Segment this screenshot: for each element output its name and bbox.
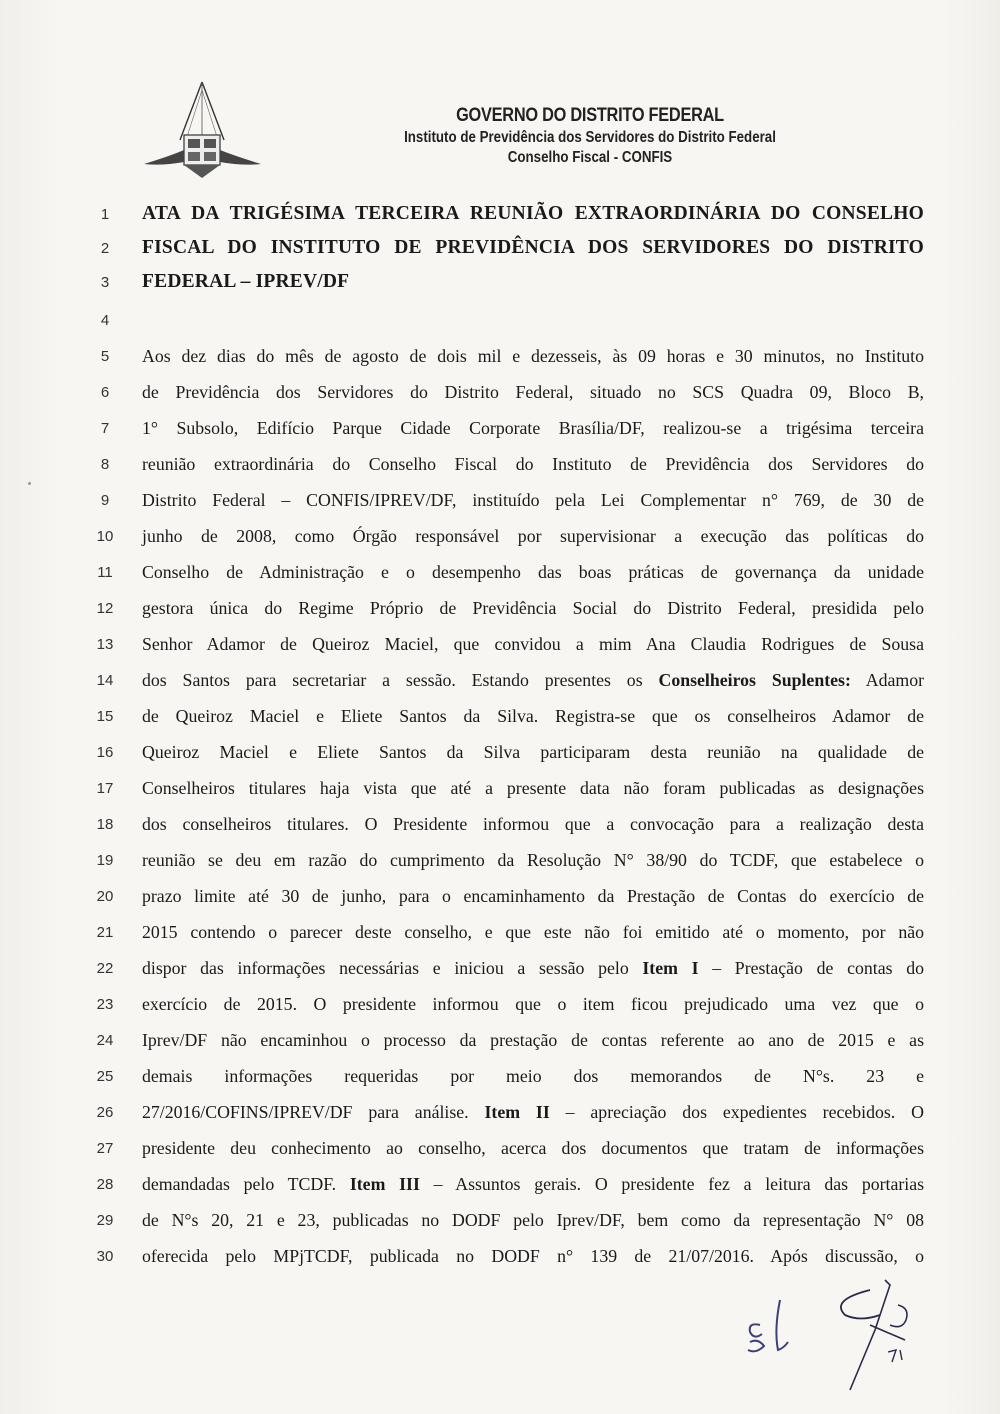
line-text: reunião se deu em razão do cumprimento da Resolução N° 38/90 do TCDF, que estabelece o [142,850,924,870]
line-number: 23 [96,996,114,1013]
government-heading: GOVERNO DO DISTRITO FEDERAL [456,105,724,126]
line-text: FISCAL DO INSTITUTO DE PREVIDÊNCIA DOS SERVIDORES DO DISTRITO [142,237,924,258]
minutes-line [80,1026,950,1056]
minutes-line [80,846,950,876]
minutes-line [80,378,950,408]
minutes-line [80,268,950,298]
minutes-line [80,918,950,948]
line-number: 10 [96,528,114,545]
line-text [142,1170,924,1198]
line-text [142,954,924,982]
line-number: 16 [96,744,114,761]
line-text: oferecida pelo MPjTCDF, publicada no DODF n° 139 de 21/07/2016. Após discussão, o [142,1246,924,1266]
minutes-line [80,1170,950,1200]
line-number: 3 [100,274,110,291]
line-number: 21 [96,924,114,941]
line-number: 6 [100,384,110,401]
line-number: 13 [96,636,114,653]
minutes-line [80,882,950,912]
line-text: ATA DA TRIGÉSIMA TERCEIRA REUNIÃO EXTRAORDINÁRIA DO CONSELHO [142,203,924,224]
minutes-line [80,1206,950,1236]
line-number: 29 [96,1212,114,1229]
minutes-line [80,594,950,624]
line-text: junho de 2008, como Órgão responsável por supervisionar a execução das políticas do [142,526,924,546]
line-text-bold: Conselheiros Suplentes: [658,670,851,690]
line-text-bold: Item II [484,1102,550,1122]
line-text: Distrito Federal – CONFIS/IPREV/DF, instituído pela Lei Complementar n° 769, de 30 de [142,490,924,510]
line-text: Aos dez dias do mês de agosto de dois mil e dezesseis, às 09 horas e 30 minutos, no Instituto [142,346,924,366]
line-number: 8 [100,456,110,473]
council-heading: Conselho Fiscal - CONFIS [507,149,673,166]
line-text: gestora única do Regime Próprio de Previdência Social do Distrito Federal, presidida pelo [142,598,924,618]
minutes-line [80,200,950,230]
line-text: de Previdência dos Servidores do Distrito Federal, situado no SCS Quadra 09, Bloco B, [142,382,924,402]
line-number: 2 [100,240,110,257]
minutes-line [80,738,950,768]
line-number: 24 [96,1032,114,1049]
line-text: de Queiroz Maciel e Eliete Santos da Silva. Registra-se que os conselheiros Adamor de [142,706,924,726]
line-number: 9 [100,492,110,509]
line-number: 19 [96,852,114,869]
line-number: 18 [96,816,114,833]
line-text: Iprev/DF não encaminhou o processo da prestação de contas referente ao ano de 2015 e as [142,1030,924,1050]
line-number: 27 [96,1140,114,1157]
institute-heading: Instituto de Previdência dos Servidores do Distrito Federal [404,129,776,146]
minutes-line [80,810,950,840]
line-number: 15 [96,708,114,725]
line-number: 30 [96,1248,114,1265]
line-text [142,666,924,694]
line-text: Conselheiros titulares haja vista que até a presente data não foram publicadas as designações [142,778,924,798]
minutes-line [80,630,950,660]
line-number: 22 [96,960,114,977]
minutes-line [80,774,950,804]
line-number: 26 [96,1104,114,1121]
paper-speck [28,482,31,485]
line-text: FEDERAL – IPREV/DF [142,271,350,292]
minutes-line [80,522,950,552]
minutes-line [80,1098,950,1128]
minutes-line [80,306,950,336]
minutes-line [80,234,950,264]
minutes-line [80,558,950,588]
minutes-line [80,486,950,516]
minutes-line [80,990,950,1020]
minutes-line [80,342,950,372]
minutes-line [80,666,950,696]
minutes-line [80,702,950,732]
line-number: 7 [100,420,110,437]
line-number: 11 [97,564,113,581]
line-number: 1 [100,206,110,223]
line-number: 20 [96,888,114,905]
line-text-part: – Assuntos gerais. O presidente fez a leitura das portarias [419,1174,925,1194]
line-text: de N°s 20, 21 e 23, publicadas no DODF pelo Iprev/DF, bem como da representação N° 08 [142,1210,924,1230]
line-text: demais informações requeridas por meio dos memorandos de N°s. 23 e [142,1066,924,1086]
line-text: exercício de 2015. O presidente informou que o item ficou prejudicado uma vez que o [142,994,924,1014]
line-text-part: demandadas pelo TCDF. [142,1174,350,1194]
minutes-line [80,414,950,444]
minutes-line [80,450,950,480]
line-text-part: Adamor [850,670,925,690]
line-text: prazo limite até 30 de junho, para o encaminhamento da Prestação de Contas do exercício de [142,886,924,906]
line-number: 17 [96,780,114,797]
line-number: 14 [96,672,114,689]
handwritten-signatures [720,1270,940,1400]
line-number: 5 [100,348,110,365]
minutes-line [80,1134,950,1164]
line-text-part: – Prestação de contas do [698,958,924,978]
line-text: reunião extraordinária do Conselho Fiscal do Instituto de Previdência dos Servidores do [142,454,924,474]
minutes-line [80,954,950,984]
line-text-part: 27/2016/COFINS/IPREV/DF para análise. [142,1102,485,1122]
line-text: 2015 contendo o parecer deste conselho, e que este não foi emitido até o momento, por não [142,922,924,942]
line-text-part: dos Santos para secretariar a sessão. Estando presentes os [142,670,659,690]
minutes-line [80,1062,950,1092]
line-text-part: – apreciação dos expedientes recebidos. O [549,1102,924,1122]
line-text [142,1098,924,1126]
line-text-part: dispor das informações necessárias e iniciou a sessão pelo [142,958,643,978]
line-text: 1° Subsolo, Edifício Parque Cidade Corporate Brasília/DF, realizou-se a trigésima terceira [142,418,924,438]
line-number: 25 [96,1068,114,1085]
line-text: Senhor Adamor de Queiroz Maciel, que convidou a mim Ana Claudia Rodrigues de Sousa [142,634,924,654]
line-text-bold: Item I [642,958,699,978]
minutes-line [80,1242,950,1272]
line-number: 28 [96,1176,114,1193]
line-text: Conselho de Administração e o desempenho das boas práticas de governança da unidade [142,562,924,582]
line-text: Queiroz Maciel e Eliete Santos da Silva participaram desta reunião na qualidade de [142,742,924,762]
line-text-bold: Item III [349,1174,420,1194]
line-number: 12 [96,600,114,617]
line-text: presidente deu conhecimento ao conselho, acerca dos documentos que tratam de informações [142,1138,924,1158]
line-text: dos conselheiros titulares. O Presidente informou que a convocação para a realização desta [142,814,924,834]
line-number: 4 [100,312,110,329]
